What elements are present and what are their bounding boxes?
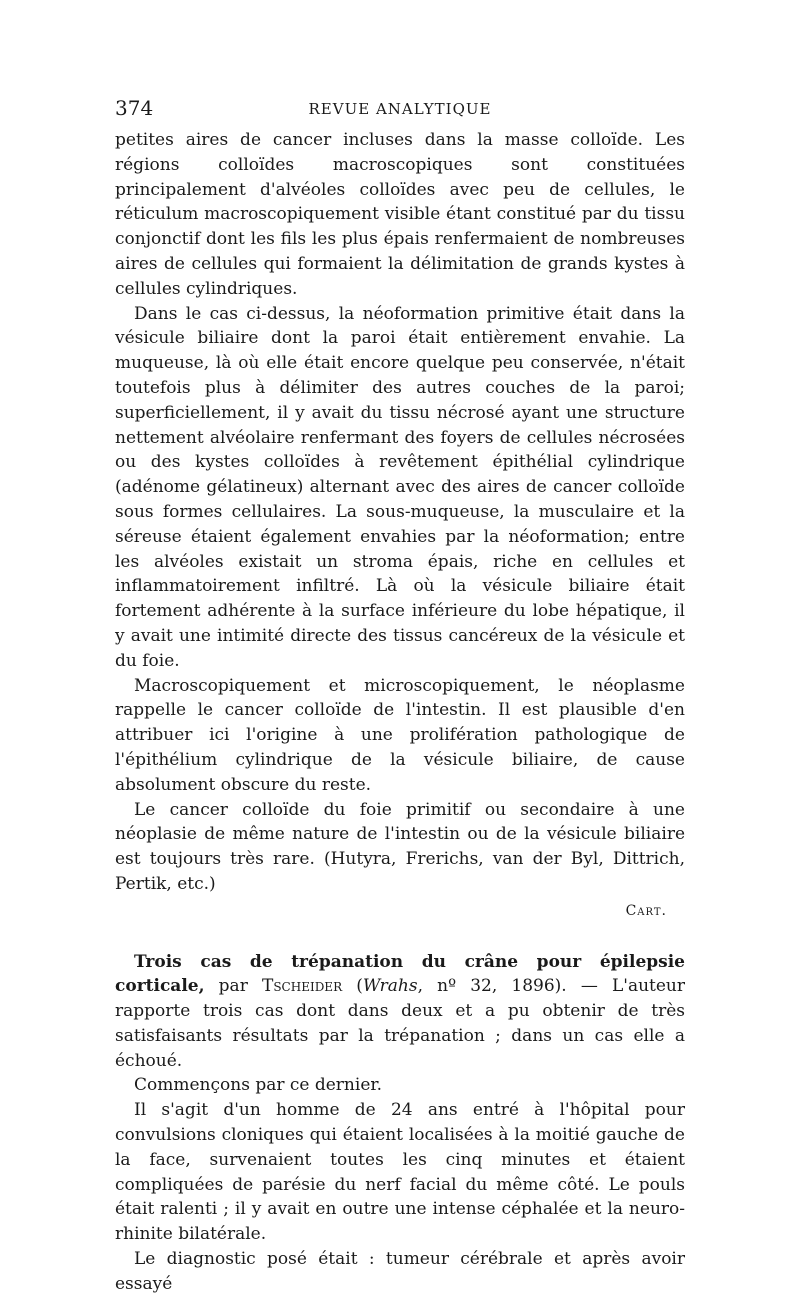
byline-par: par — [218, 976, 248, 997]
article-title: Trois cas de trépanation du crâne pour épilepsie corticale, — [115, 951, 685, 997]
paragraph: Le diagnostic posé était : tumeur cérébrale et après avoir essayé — [115, 1249, 685, 1294]
article-heading: Trois cas de trépanation du crâne pour épilepsie corticale, par Tscheider (Wrahs, nº 32, 1896). — L'auteur rapporte trois cas dont dans deux et a pu obtenir de très satisfaisants résultats par la trépanation ; dans un cas elle a échoué. — [115, 951, 686, 1071]
article-author: Tscheider — [261, 976, 343, 997]
paragraph: Dans le cas ci-dessus, la néoformation primitive était dans la vésicule biliaire dont la paroi était entièrement envahie. La muqueuse, là où elle était encore quelque peu conservée, n'était toutefois plus à délimiter des autres couches de la paroi; superficiellement, il y avait du tissu nécrosé ayant une structure nettement alvéolaire renfermant des foyers de cellules nécrosées ou des kystes colloïdes à revêtement épithélial cylindrique (adénome gélatineux) alternant avec des aires de cancer colloïde sous formes cellulaires. La sous-muqueuse, la musculaire et la séreuse étaient également envahies par la néoformation; entre les alvéoles existait un stroma épais, riche en cellules et inflammatoirement infiltré. Là où la vésicule biliaire était fortement adhérente à la surface inférieure du lobe hépatique, il y avait une intimité directe des tissus cancéreux de la vésicule et du foie. — [115, 303, 685, 671]
paragraph: Macroscopiquement et microscopiquement, le néoplasme rappelle le cancer colloïde de l'intestin. Il est plausible d'en attribuer ici l'origine à une prolifération pathologique de l'épithélium cylindrique de la vésicule biliaire, de cause absolument obscure du reste. — [115, 675, 685, 795]
running-title: REVUE ANALYTIQUE — [308, 100, 492, 118]
author-signature: Cart. — [625, 902, 667, 919]
page-number: 374 — [115, 96, 154, 120]
body-text — [115, 128, 685, 1297]
paragraph: Il s'agit d'un homme de 24 ans entré à l'hôpital pour convulsions cloniques qui étaient localisées à la moitié gauche de la face, survenaient toutes les cinq minutes et étaient compliquées de parésie du nerf facial du même côté. Le pouls était ralenti ; il y avait en outre une intense céphalée et la neuro-rhinite bilatérale. — [115, 1100, 685, 1245]
article-citation: , nº 32, 1896). — L'auteur rapporte trois cas dont dans deux et a pu obtenir de très satisfaisants résultats par la trépanation ; dans un cas elle a échoué. — [115, 976, 686, 1071]
paragraph: Commençons par ce dernier. — [134, 1075, 383, 1096]
page-header — [115, 96, 685, 124]
paragraph: Le cancer colloïde du foie primitif ou secondaire à une néoplasie de même nature de l'intestin ou de la vésicule biliaire est toujours très rare. (Hutyra, Frerichs, van der Byl, Dittrich, Pertik, etc.) — [115, 799, 685, 894]
paragraph: petites aires de cancer incluses dans la masse colloïde. Les régions colloïdes macroscopiques sont constituées principalement d'alvéoles colloïdes avec peu de cellules, le réticulum macroscopiquement visible étant constitué par du tissu conjonctif dont les fils les plus épais renfermaient de nombreuses aires de cellules qui formaient la délimitation de grands kystes à cellules cylindriques. — [115, 130, 685, 299]
journal-name: Wrahs — [362, 976, 418, 997]
